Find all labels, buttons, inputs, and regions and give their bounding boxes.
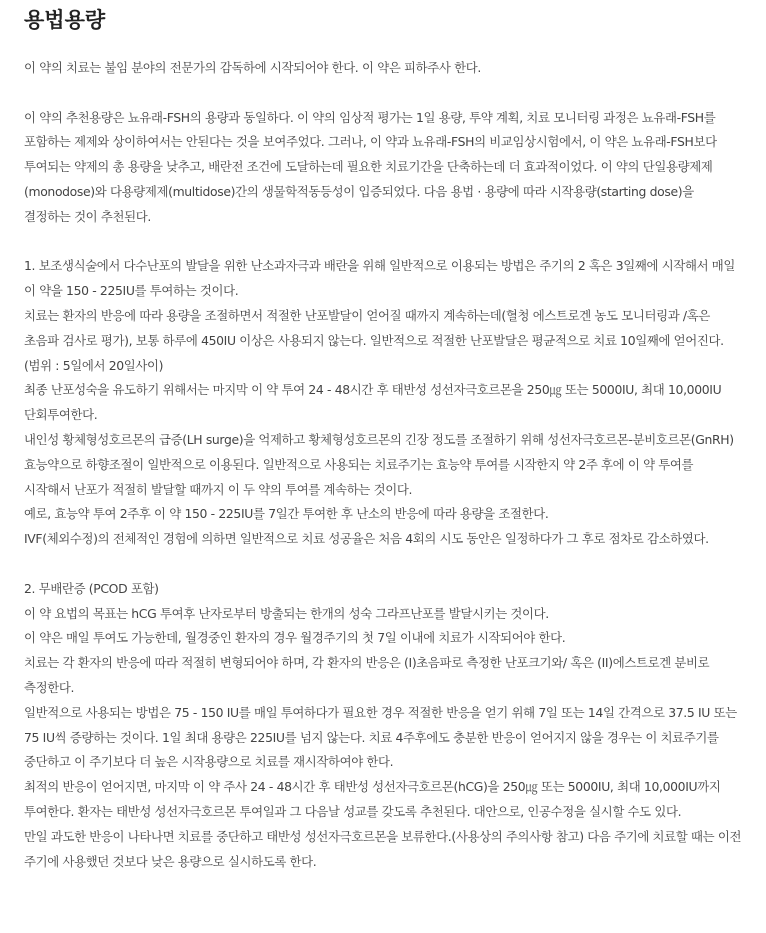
intro-paragraph: 이 약의 치료는 불임 분야의 전문가의 감독하에 시작되어야 한다. 이 약은 피하주사 한다.: [24, 60, 481, 75]
section2-heading: 2. 무배란증 (PCOD 포함): [24, 580, 159, 596]
section2-line: 이 약 요법의 목표는 hCG 투여후 난자로부터 방출되는 한개의 성숙 그라프난포를 발달시키는 것이다.: [24, 605, 549, 621]
dosage-content: [24, 56, 742, 874]
section1-line: 치료는 환자의 반응에 따라 용량을 조절하면서 적절한 난포발달이 얻어질 때까지 계속하는데(혈청 에스트로겐 농도 모니터링과 /혹은 초음파 검사로 평가), 보통 하루에 450IU 이상은 사용되지 않는다. 일반적으로 적절한 난포발달은 평균적으로 치료 10일째에 얻어진다. (범위 : 5일에서 20일사이): [24, 307, 724, 373]
section2-line: 일반적으로 사용되는 방법은 75 - 150 IU를 매일 투여하다가 필요한 경우 적절한 반응을 얻기 위해 7일 또는 14일 간격으로 37.5 IU 또는 75 IU씩 증량하는 것이다. 1일 최대 용량은 225IU를 넘지 않는다. 치료 4주후에도 충분한 반응이 얻어지지 않을 경우는 이 치료주기를 중단하고 이 주기보다 더 높은 시작용량으로 치료를 재시작하여야 한다.: [24, 704, 737, 770]
page-title: 용법용량: [24, 8, 106, 32]
paragraph-spacer: [24, 81, 742, 106]
section2-line: 만일 과도한 반응이 나타나면 치료를 중단하고 태반성 성선자극호르몬을 보류한다.(사용상의 주의사항 참고) 다음 주기에 치료할 때는 이전 주기에 사용했던 것보다 낮은 용량으로 실시하도록 한다.: [24, 828, 742, 869]
section1-line: IVF(체외수정)의 전체적인 경험에 의하면 일반적으로 치료 성공율은 처음 4회의 시도 동안은 일정하다가 그 후로 점차로 감소하였다.: [24, 531, 709, 547]
section2-line: 이 약은 매일 투여도 가능한데, 월경중인 환자의 경우 월경주기의 첫 7일 이내에 치료가 시작되어야 한다.: [24, 630, 566, 646]
section1-line: 내인성 황체형성호르몬의 급증(LH surge)을 억제하고 황체형성호르몬의 긴장 정도를 조절하기 위해 성선자극호르몬-분비호르몬(GnRH) 효능약으로 하향조절이 일반적으로 이용된다. 일반적으로 사용되는 치료주기는 효능약 투여를 시작한지 약 2주 후에 이 약 투여를 시작해서 난포가 적절히 발달할 때까지 이 두 약의 투여를 계속하는 것이다.: [24, 431, 734, 497]
section1-heading: 1. 보조생식술에서 다수난포의 발달을 위한 난소과자극과 배란을 위해 일반적으로 이용되는 방법은 주기의 2 혹은 3일째에 시작해서 매일 이 약을 150 - 225IU를 투여하는 것이다.: [24, 258, 736, 299]
section1-line: 최종 난포성숙을 유도하기 위해서는 마지막 이 약 투여 24 - 48시간 후 태반성 성선자극호르몬을 250㎍ 또는 5000IU, 최대 10,000IU 단회투여한다.: [24, 382, 722, 423]
paragraph-spacer: [24, 230, 742, 255]
paragraph-spacer: [24, 552, 742, 577]
section2-line: 치료는 각 환자의 반응에 따라 적절히 변형되어야 하며, 각 환자의 반응은 (I)초음파로 측정한 난포크기와/ 혹은 (II)에스트로겐 분비로 측정한다.: [24, 655, 710, 695]
section1-line: 예로, 효능약 투여 2주후 이 약 150 - 225IU를 7일간 투여한 후 난소의 반응에 따라 용량을 조절한다.: [24, 506, 549, 522]
section2-line: 최적의 반응이 얻어지면, 마지막 이 약 주사 24 - 48시간 후 태반성 성선자극호르몬(hCG)을 250㎍ 또는 5000IU, 최대 10,000IU까지 투여한다. 환자는 태반성 성선자극호르몬 투여일과 그 다음날 성교를 갖도록 추천된다. 대안으로, 인공수정을 실시할 수도 있다.: [24, 779, 721, 819]
recommended-dose-paragraph: 이 약의 추천용량은 뇨유래-FSH의 용량과 동일하다. 이 약의 임상적 평가는 1일 용량, 투약 계획, 치료 모니터링 과정은 뇨유래-FSH를 포함하는 제제와 상이하여서는 안된다는 것을 보여주었다. 그러나, 이 약과 뇨유래-FSH의 비교임상시험에서, 이 약은 뇨유래-FSH보다 투여되는 약제의 총 용량을 낮추고, 배란전 조건에 도달하는데 필요한 치료기간을 단축하는데 더 효과적이었다. 이 약의 단일용량제제(monodose)와 다용량제제(multidose)간의 생물학적동등성이 입증되었다. 다음 용법 · 용량에 따라 시작용량(starting dose)을 결정하는 것이 추천된다.: [24, 109, 717, 224]
